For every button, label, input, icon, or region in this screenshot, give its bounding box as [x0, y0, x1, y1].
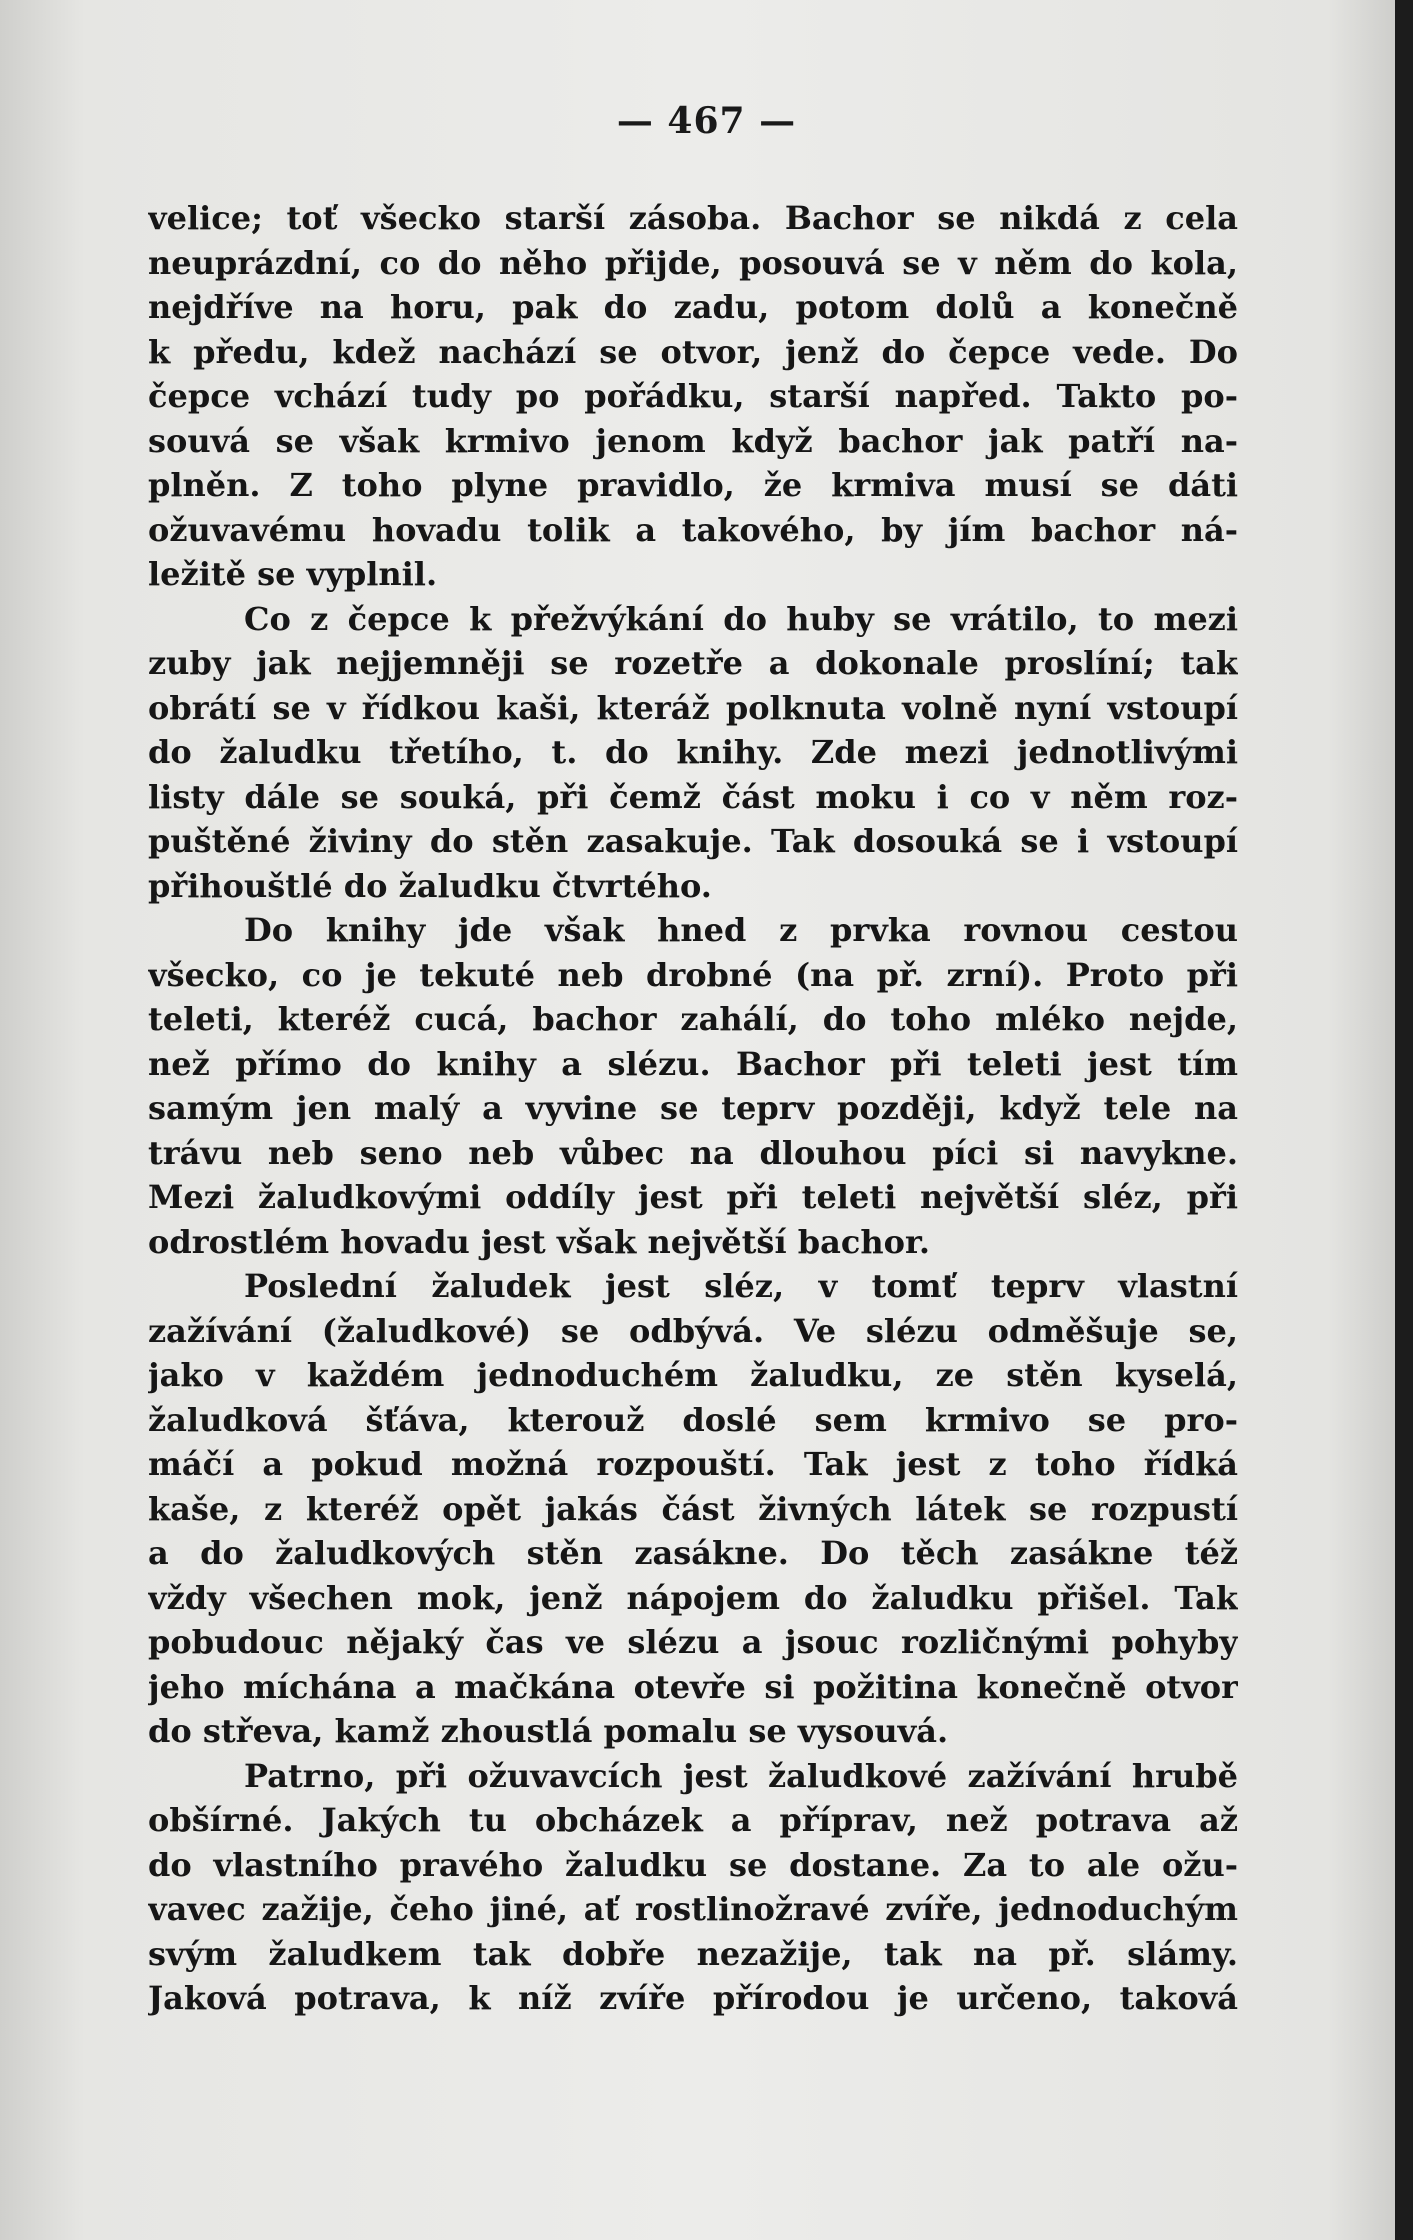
text-line: svým žaludkem tak dobře nezažije, tak na př. slámy. — [148, 1934, 1238, 1973]
text-line: než přímo do knihy a slézu. Bachor při teleti jest tím — [148, 1044, 1238, 1083]
text-line: k předu, kdež nachází se otvor, jenž do čepce vede. Do — [148, 332, 1238, 371]
text-line: do střeva, kamž zhoustlá pomalu se vysouvá. — [148, 1712, 949, 1750]
text-line: Jaková potrava, k níž zvíře přírodou je určeno, taková — [148, 1979, 1238, 2017]
text-line: pobudouc nějaký čas ve slézu a jsouc rozličnými pohyby — [148, 1623, 1238, 1661]
text-line: jeho míchána a mačkána otevře si požitina konečně otvor — [148, 1667, 1238, 1706]
text-line: Patrno, při ožuvavcích jest žaludkové zažívání hrubě — [244, 1756, 1238, 1795]
text-line: velice; toť všecko starší zásoba. Bachor se nikdá z cela — [148, 199, 1238, 237]
text-line: máčí a pokud možná rozpouští. Tak jest z toho řídká — [148, 1445, 1238, 1483]
text-line: trávu neb seno neb vůbec na dlouhou píci si navykne. — [148, 1133, 1238, 1172]
text-line: do vlastního pravého žaludku se dostane. Za to ale ožu- — [148, 1845, 1238, 1884]
text-line: Co z čepce k přežvýkání do huby se vrátilo, to mezi — [244, 599, 1238, 638]
text-line: Mezi žaludkovými oddíly jest při teleti největší sléz, při — [148, 1178, 1238, 1216]
page-edge-shadow — [1395, 0, 1413, 2240]
text-line: listy dále se souká, při čemž část moku i co v něm roz- — [148, 777, 1238, 816]
text-line: ožuvavému hovadu tolik a takového, by jím bachor ná- — [148, 510, 1238, 549]
text-line: samým jen malý a vyvine se teprv později, když tele na — [148, 1089, 1238, 1127]
text-line: jako v každém jednoduchém žaludku, ze stěn kyselá, — [148, 1356, 1238, 1394]
text-line: souvá se však krmivo jenom když bachor jak patří na- — [148, 421, 1238, 460]
text-line: neuprázdní, co do něho přijde, posouvá se v něm do kola, — [148, 243, 1238, 282]
text-line: žaludková šťáva, kterouž doslé sem krmivo se pro- — [148, 1400, 1238, 1439]
text-line: obrátí se v řídkou kaši, kteráž polknuta volně nyní vstoupí — [148, 688, 1238, 727]
text-line: Poslední žaludek jest sléz, v tomť teprv vlastní — [244, 1267, 1238, 1305]
text-line: kaše, z kteréž opět jakás část živných látek se rozpustí — [148, 1489, 1238, 1528]
text-line: vavec zažije, čeho jiné, ať rostlinožravé zvíře, jednoduchým — [148, 1890, 1238, 1928]
text-line: a do žaludkových stěn zasákne. Do těch zasákne též — [148, 1534, 1238, 1572]
text-line: ležitě se vyplnil. — [148, 555, 438, 593]
page-number: — 467 — — [616, 100, 797, 142]
text-line: Do knihy jde však hned z prvka rovnou cestou — [244, 911, 1238, 949]
text-line: zažívání (žaludkové) se odbývá. Ve slézu odměšuje se, — [148, 1311, 1238, 1350]
text-line: do žaludku třetího, t. do knihy. Zde mezi jednotlivými — [148, 733, 1238, 771]
text-line: čepce vchází tudy po pořádku, starší napřed. Takto po- — [148, 377, 1238, 415]
text-line: plněn. Z toho plyne pravidlo, že krmiva musí se dáti — [148, 466, 1238, 504]
text-line: vždy všechen mok, jenž nápojem do žaludku přišel. Tak — [148, 1578, 1238, 1617]
text-line: všecko, co je tekuté neb drobné (na př. zrní). Proto při — [148, 955, 1238, 994]
text-line: zuby jak nejjemněji se rozetře a dokonale proslíní; tak — [148, 644, 1238, 682]
text-line: teleti, kteréž cucá, bachor zahálí, do toho mléko nejde, — [148, 1000, 1238, 1038]
text-line: puštěné živiny do stěn zasakuje. Tak dosouká se i vstoupí — [148, 822, 1238, 860]
text-line: přihouštlé do žaludku čtvrtého. — [148, 866, 712, 905]
text-line: nejdříve na horu, pak do zadu, potom dolů a konečně — [148, 288, 1238, 326]
body-text — [148, 196, 1238, 2021]
text-line: odrostlém hovadu jest však největší bachor. — [148, 1222, 930, 1261]
text-line: obšírné. Jakých tu obcházek a příprav, než potrava až — [148, 1801, 1238, 1839]
